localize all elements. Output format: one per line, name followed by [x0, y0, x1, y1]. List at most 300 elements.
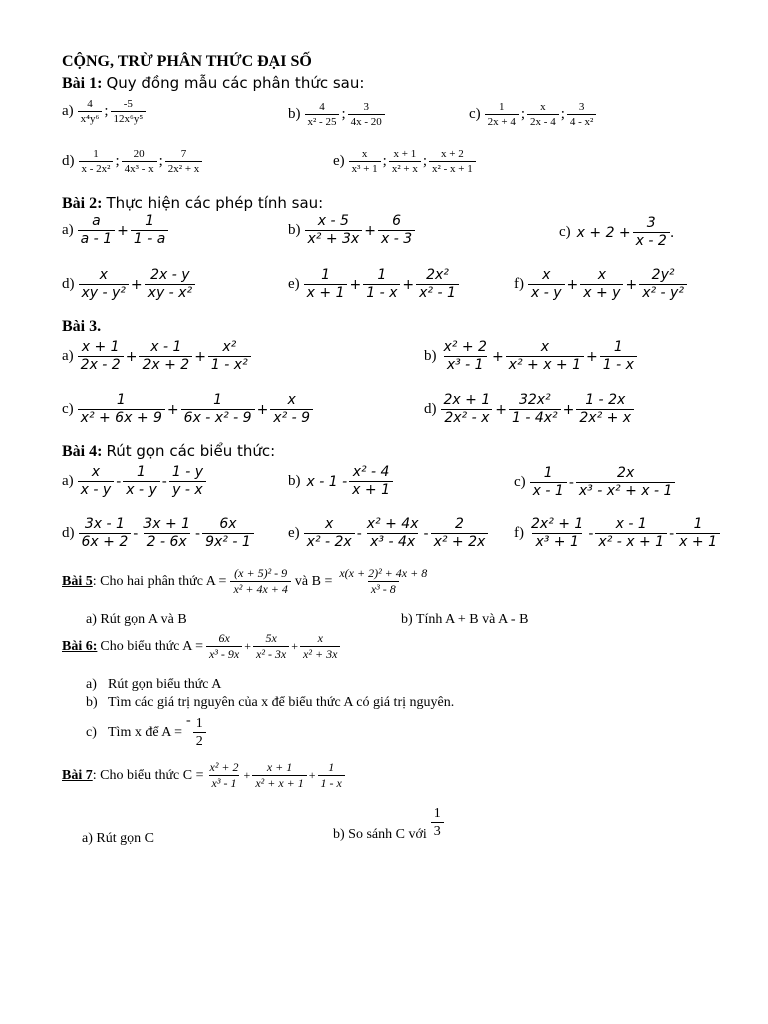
bai6-part-c-frac	[193, 716, 206, 750]
denominator: x² + 3x	[300, 646, 340, 661]
bai2-item-f	[514, 268, 687, 302]
operator: +	[308, 768, 316, 783]
denominator: 2x² - x	[441, 409, 492, 426]
operator: +	[566, 276, 579, 293]
operator: -	[195, 525, 201, 542]
numerator: 1	[693, 516, 703, 532]
item-label: d)	[62, 276, 75, 293]
bai7-expr	[207, 761, 345, 790]
bai4-item-c	[514, 466, 675, 500]
numerator: x	[540, 339, 549, 355]
fraction	[145, 268, 195, 302]
item-label: d)	[424, 401, 437, 418]
denominator: x - 2x²	[79, 161, 114, 175]
fraction	[165, 148, 203, 175]
bai6-part-b	[86, 695, 454, 711]
item-label: f)	[514, 276, 524, 293]
separator: ;	[341, 106, 346, 123]
denominator: x² + 3x	[305, 230, 363, 247]
item-label: b)	[288, 222, 301, 239]
bai5-part-a: a) Rút gọn A và B	[86, 612, 187, 627]
numerator: 1 - 2x	[585, 392, 626, 408]
fraction	[389, 148, 421, 175]
bai5-part-b: b) Tính A + B và A - B	[401, 612, 529, 627]
numerator: x + 1	[393, 148, 417, 160]
fraction	[567, 101, 596, 128]
fraction	[79, 268, 129, 302]
fraction	[530, 466, 567, 500]
numerator: 1	[321, 267, 331, 283]
bai7-text: : Cho biểu thức C =	[92, 767, 204, 783]
bai1-item-d	[62, 148, 202, 175]
denominator: x² + 4x + 4	[230, 581, 290, 596]
bai5-frac-a	[230, 567, 290, 596]
denominator: 2	[193, 732, 206, 749]
fraction	[364, 517, 422, 551]
bai7-part-a: a) Rút gọn C	[82, 831, 154, 846]
numerator: -5	[123, 98, 133, 110]
denominator: x² + x	[389, 161, 421, 175]
fraction	[441, 340, 490, 374]
denominator: x² - x + 1	[595, 533, 667, 550]
bai3-item-a	[62, 340, 251, 374]
operator: +	[244, 639, 252, 654]
fraction	[252, 761, 306, 790]
fraction	[253, 632, 289, 661]
bai5-statement	[62, 567, 430, 596]
operator: -	[116, 473, 122, 490]
operator: -	[669, 525, 675, 542]
bai6-part-a-text: Rút gọn biểu thức A	[108, 677, 222, 692]
bai2-heading	[62, 194, 323, 213]
bai6-expr	[206, 632, 340, 661]
bai6-part-a	[86, 677, 221, 693]
operator: +	[364, 222, 376, 239]
item-label: c)	[559, 224, 571, 241]
numerator: x	[597, 267, 607, 283]
numerator: 32x²	[518, 392, 551, 408]
fraction	[79, 148, 114, 175]
separator: ;	[104, 103, 109, 120]
bai3-item-d	[424, 393, 634, 427]
numerator: 1	[328, 760, 335, 774]
item-label: a)	[62, 473, 74, 490]
separator: ;	[560, 106, 565, 123]
fraction	[140, 517, 193, 551]
fraction	[193, 716, 206, 750]
numerator: x - 1	[150, 339, 182, 355]
denominator: 2x - 2	[78, 356, 124, 373]
fraction	[639, 268, 687, 302]
denominator: 12x⁶y⁵	[111, 111, 147, 125]
bai1-label: Bài 1:	[62, 75, 103, 92]
numerator: 1	[116, 392, 126, 408]
denominator: x + 1	[349, 481, 393, 498]
fraction	[633, 216, 670, 250]
bai7-label: Bài 7	[62, 767, 93, 783]
numerator: x² + 2	[443, 339, 487, 355]
denominator: x - y	[528, 284, 565, 301]
numerator: 7	[180, 148, 187, 160]
fraction	[78, 214, 115, 248]
bai1-item-b	[288, 101, 385, 128]
operator: +	[291, 639, 299, 654]
numerator: x - 5	[317, 213, 349, 229]
denominator: x² + 6x + 9	[78, 409, 165, 426]
denominator: x + 1	[304, 284, 348, 301]
numerator: x² - 4	[352, 464, 390, 480]
bai6-label: Bài 6:	[62, 638, 98, 654]
bai6-statement	[62, 632, 340, 661]
numerator: 3x - 1	[84, 516, 125, 532]
numerator: 1	[137, 464, 146, 480]
numerator: 6x	[218, 631, 230, 645]
numerator: (x + 5)² - 9	[234, 566, 288, 580]
item-label: c)	[469, 106, 481, 123]
separator: ;	[520, 106, 526, 123]
bai4-item-b	[288, 465, 393, 499]
item-label: f)	[514, 525, 524, 542]
denominator: x + y	[580, 284, 623, 301]
operator: -	[356, 525, 362, 542]
bai5-and: và B =	[294, 573, 333, 589]
item-label: b)	[288, 473, 301, 490]
fraction	[79, 517, 132, 551]
numerator: x	[325, 516, 334, 532]
item-label: a)	[62, 348, 74, 365]
denominator: x - 3	[378, 230, 415, 247]
bai7-part-b-text: b) So sánh C với	[333, 826, 427, 842]
bai1-heading	[62, 74, 364, 93]
operator: +	[125, 348, 138, 365]
numerator: x²	[222, 339, 237, 355]
numerator: 2y²	[651, 267, 675, 283]
fraction	[305, 214, 363, 248]
numerator: 3	[363, 101, 369, 113]
fraction	[230, 567, 290, 596]
item-label: b)	[424, 348, 437, 365]
denominator: 2x + 4	[485, 114, 519, 128]
bai2-item-d	[62, 268, 195, 302]
denominator: 6x + 2	[79, 533, 132, 550]
bai4-instruction: Rút gọn các biểu thức:	[106, 442, 276, 460]
denominator: 1 - 4x²	[509, 409, 561, 426]
denominator: x² - x + 1	[429, 161, 476, 175]
bai2-label: Bài 2:	[62, 195, 103, 212]
bai5-text: : Cho hai phân thức A =	[92, 573, 227, 589]
fraction	[202, 517, 254, 551]
fraction	[416, 268, 459, 302]
numerator: 6x	[219, 516, 237, 532]
bai2-item-b	[288, 214, 415, 248]
fraction	[378, 214, 415, 248]
fraction	[304, 517, 355, 551]
bai6-part-c-sign: -	[186, 712, 191, 728]
bai4-label: Bài 4:	[62, 443, 103, 460]
operator: +	[117, 222, 129, 239]
denominator: 3	[431, 822, 444, 839]
denominator: 2 - 6x	[144, 533, 190, 550]
numerator: x	[361, 148, 368, 160]
numerator: x	[542, 267, 551, 283]
item-label: c)	[514, 474, 526, 491]
denominator: 1 - a	[131, 230, 168, 247]
denominator: x³ - 4x	[367, 533, 418, 550]
fraction	[431, 806, 444, 840]
numerator: 2x² + 1	[531, 516, 584, 532]
item-label: e)	[288, 276, 300, 293]
fraction	[349, 465, 393, 499]
fraction	[300, 632, 340, 661]
numerator: 1 - y	[171, 464, 203, 480]
bai1-item-a	[62, 98, 146, 125]
denominator: x² + x + 1	[506, 356, 584, 373]
bai5-frac-b	[336, 567, 430, 596]
operator: -	[161, 473, 167, 490]
operator: +	[625, 276, 638, 293]
operator: +	[491, 348, 504, 365]
fraction	[600, 340, 637, 374]
numerator: 5x	[265, 631, 277, 645]
numerator: 1	[499, 101, 505, 113]
numerator: 20	[133, 148, 145, 160]
fraction	[111, 98, 147, 125]
denominator: x⁴y⁶	[78, 111, 103, 125]
denominator: x + 1	[676, 533, 720, 550]
denominator: y - x	[169, 481, 206, 498]
denominator: 2x + 2	[139, 356, 192, 373]
numerator: 1	[213, 392, 223, 408]
fraction	[318, 761, 345, 790]
fraction	[576, 393, 634, 427]
separator: ;	[382, 153, 387, 170]
bai6-part-b-text: Tìm các giá trị nguyên của x để biểu thức A có giá trị nguyên.	[108, 695, 455, 710]
numerator: 3	[646, 215, 656, 231]
denominator: x² - 9	[270, 409, 313, 426]
fraction	[169, 465, 206, 499]
denominator: a - 1	[78, 230, 115, 247]
denominator: x³ - 1	[209, 775, 240, 790]
denominator: 2x² + x	[165, 161, 203, 175]
expression-lead: x - 1 -	[306, 473, 348, 490]
page-title: CỘNG, TRỪ PHÂN THỨC ĐẠI SỐ	[62, 53, 312, 70]
numerator: x + 1	[266, 760, 293, 774]
denominator: x² - y²	[639, 284, 687, 301]
fraction	[441, 393, 494, 427]
denominator: x³ - 1	[444, 356, 487, 373]
denominator: x² - 1	[416, 284, 459, 301]
numerator: 1	[195, 716, 203, 731]
numerator: x	[287, 392, 296, 408]
bai3-item-b	[424, 340, 637, 374]
denominator: 1 - x	[318, 775, 345, 790]
denominator: x - y	[78, 481, 115, 498]
denominator: 1 - x	[600, 356, 637, 373]
operator: -	[588, 525, 594, 542]
fraction	[429, 148, 476, 175]
numerator: 3x + 1	[143, 516, 191, 532]
fraction	[305, 101, 340, 128]
denominator: 4x - 20	[348, 114, 385, 128]
denominator: 9x² - 1	[202, 533, 254, 550]
denominator: 1 - x	[363, 284, 400, 301]
numerator: x - 1	[615, 516, 647, 532]
bai2-item-c	[559, 216, 674, 250]
bai7-part-b	[333, 806, 444, 840]
item-label: b)	[288, 106, 301, 123]
denominator: x - y	[123, 481, 160, 498]
numerator: x	[99, 267, 108, 283]
bai6-part-c-text: Tìm x để A =	[108, 724, 183, 740]
fraction	[527, 101, 559, 128]
item-label: e)	[288, 525, 300, 542]
denominator: 2x² + x	[576, 409, 634, 426]
fraction	[676, 517, 720, 551]
bai3-label: Bài 3.	[62, 318, 102, 335]
bai6-part-b-label: b)	[86, 695, 98, 710]
bai2-instruction: Thực hiện các phép tính sau:	[106, 194, 324, 212]
item-label: d)	[62, 153, 75, 170]
bai4-item-d	[62, 517, 254, 551]
item-label: c)	[62, 401, 74, 418]
fraction	[576, 466, 676, 500]
denominator: x - 1	[530, 482, 567, 499]
denominator: x² + 2x	[431, 533, 489, 550]
operator: +	[256, 401, 269, 418]
bai6-part-c	[86, 712, 206, 750]
item-label: a)	[62, 103, 74, 120]
fraction	[181, 393, 255, 427]
bai6-part-a-label: a)	[86, 677, 97, 692]
denominator: 1 - x²	[208, 356, 251, 373]
fraction	[131, 214, 168, 248]
denominator: xy - x²	[145, 284, 195, 301]
denominator: x² + x + 1	[252, 775, 306, 790]
separator: ;	[158, 153, 163, 170]
bai2-item-e	[288, 268, 459, 302]
bai5-label: Bài 5	[62, 573, 93, 589]
numerator: x² + 2	[209, 760, 239, 774]
denominator: xy - y²	[79, 284, 129, 301]
fraction	[509, 393, 561, 427]
operator: +	[243, 768, 251, 783]
operator: +	[194, 348, 206, 365]
fraction	[595, 517, 667, 551]
numerator: 1	[433, 806, 441, 821]
numerator: 3	[578, 101, 585, 113]
fraction	[348, 101, 385, 128]
fraction	[528, 517, 586, 551]
numerator: 2	[454, 516, 464, 532]
fraction	[363, 268, 400, 302]
numerator: 1	[613, 339, 623, 355]
fraction	[207, 761, 242, 790]
bai7-statement	[62, 761, 345, 790]
operator: +	[586, 348, 598, 365]
numerator: 2x + 1	[443, 392, 491, 408]
bai4-heading	[62, 442, 275, 461]
fraction	[528, 268, 565, 302]
numerator: x	[91, 464, 101, 480]
numerator: 1	[145, 213, 155, 229]
operator: +	[166, 401, 179, 418]
expression-tail: .	[669, 224, 675, 241]
fraction	[123, 465, 160, 499]
denominator: 6x - x² - 9	[181, 409, 255, 426]
operator: -	[423, 525, 429, 542]
fraction	[580, 268, 623, 302]
numerator: 1	[543, 465, 553, 481]
denominator: x³ - x² + x - 1	[576, 482, 676, 499]
bai4-item-e	[288, 517, 488, 551]
operator: +	[495, 401, 507, 418]
fraction	[349, 148, 381, 175]
bai2-item-a	[62, 214, 168, 248]
fraction	[336, 567, 430, 596]
denominator: x³ - 8	[368, 581, 399, 596]
fraction	[78, 98, 103, 125]
denominator: 4 - x²	[567, 114, 596, 128]
denominator: x² - 25	[305, 114, 340, 128]
item-label: d)	[62, 525, 75, 542]
bai4-item-a	[62, 465, 206, 499]
item-label: a)	[62, 222, 74, 239]
fraction	[78, 465, 115, 499]
numerator: x(x + 2)² + 4x + 8	[339, 566, 428, 580]
denominator: 2x - 4	[527, 114, 559, 128]
operator: -	[568, 474, 574, 491]
fraction	[485, 101, 519, 128]
operator: -	[133, 525, 139, 542]
bai6-part-c-label: c)	[86, 724, 97, 740]
fraction	[78, 340, 124, 374]
fraction	[304, 268, 348, 302]
denominator: x² - 3x	[253, 646, 289, 661]
numerator: x	[317, 631, 323, 645]
fraction	[122, 148, 157, 175]
numerator: x + 2	[441, 148, 464, 160]
separator: ;	[422, 153, 428, 170]
numerator: 6	[392, 213, 401, 229]
operator: +	[402, 276, 415, 293]
fraction	[139, 340, 192, 374]
fraction	[506, 340, 584, 374]
numerator: x + 1	[81, 339, 120, 355]
operator: +	[349, 276, 362, 293]
bai1-item-e	[333, 148, 476, 175]
bai1-item-c	[469, 101, 596, 128]
fraction	[431, 517, 489, 551]
bai7-part-b-frac	[431, 806, 444, 840]
fraction	[208, 340, 251, 374]
numerator: 4	[87, 98, 93, 110]
expression-lead: x + 2 +	[576, 224, 631, 241]
numerator: 1	[93, 148, 99, 160]
numerator: x² + 4x	[366, 516, 419, 532]
denominator: x³ + 1	[349, 161, 381, 175]
numerator: 2x²	[426, 267, 449, 283]
numerator: 2x - y	[150, 267, 190, 283]
denominator: 4x³ - x	[122, 161, 157, 175]
operator: +	[130, 276, 143, 293]
bai4-item-f	[514, 517, 720, 551]
bai3-item-c	[62, 393, 313, 427]
denominator: x³ - 9x	[206, 646, 242, 661]
fraction	[270, 393, 313, 427]
numerator: 4	[319, 101, 325, 113]
numerator: 1	[377, 267, 387, 283]
fraction	[78, 393, 165, 427]
